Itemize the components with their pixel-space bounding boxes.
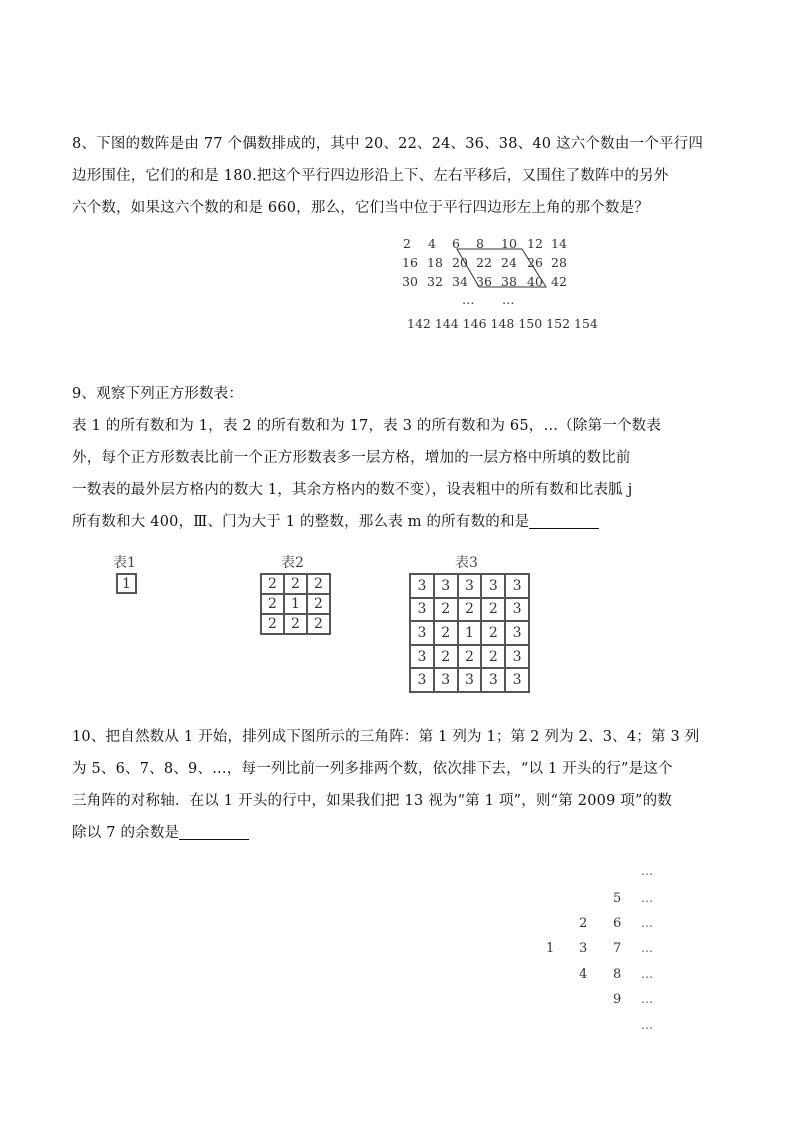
ellipsis-mark: …	[641, 992, 654, 1006]
table-cell: 3	[434, 574, 458, 598]
table-cell: 3	[458, 574, 482, 598]
table-cell: 1	[117, 574, 136, 593]
table-3-caption: 表3	[455, 555, 478, 571]
triangle-array	[540, 862, 665, 1037]
triangle-number: 4	[579, 967, 588, 982]
array-cell: 8	[476, 236, 484, 251]
table-1-caption: 表1	[113, 555, 136, 571]
array-cell: 10	[501, 236, 517, 251]
table-cell: 2	[458, 645, 482, 669]
array-cell: 34	[452, 274, 468, 289]
array-cell: 4	[428, 236, 436, 251]
parallelogram-outline	[400, 234, 590, 334]
table-cell: 2	[481, 645, 505, 669]
ellipsis-mark: …	[641, 967, 654, 981]
question-8-text	[72, 128, 732, 224]
question-10-text	[72, 721, 732, 849]
q10-line-4	[72, 817, 732, 849]
triangle-number: 5	[613, 891, 622, 906]
q8-line-3: 六个数，如果这六个数的和是 660，那么，它们当中位于平行四边形左上角的那个数是？	[72, 200, 649, 216]
triangle-number: 3	[579, 941, 588, 956]
table-cell: 2	[261, 614, 284, 634]
triangle-number: 1	[546, 941, 555, 956]
array-last-row: 142 144 146 148 150 152 154	[407, 316, 598, 331]
array-cell: 18	[427, 255, 443, 270]
q10-line-3: 三角阵的对称轴．在以 1 开头的行中，如果我们把 13 视为“第 1 项”，则“第 2009 项”的数	[72, 793, 673, 809]
ellipsis-mark: …	[641, 916, 654, 930]
table-cell: 3	[505, 598, 529, 622]
array-cell: 36	[476, 274, 492, 289]
table-cell: 2	[481, 598, 505, 622]
array-ellipsis: …	[462, 292, 475, 307]
table-3	[409, 573, 530, 693]
table-cell: 2	[284, 574, 307, 594]
triangle-number: 6	[613, 916, 622, 931]
table-cell: 2	[434, 621, 458, 645]
table-cell: 3	[458, 668, 482, 692]
table-cell: 2	[284, 614, 307, 634]
array-cell: 2	[403, 236, 411, 251]
table-cell: 2	[307, 594, 330, 614]
q10-line-1: 10、把自然数从 1 开始，排列成下图所示的三角阵：第 1 列为 1；第 2 列为 2、3、4；第 3 列	[72, 729, 700, 745]
table-cell: 2	[261, 594, 284, 614]
array-cell: 12	[527, 236, 543, 251]
triangle-number: 8	[613, 967, 622, 982]
array-cell: 14	[551, 236, 567, 251]
answer-blank	[529, 510, 599, 529]
table-cell: 3	[481, 668, 505, 692]
table-cell: 3	[505, 621, 529, 645]
triangle-number: 2	[579, 916, 588, 931]
array-cell: 20	[452, 255, 468, 270]
table-cell: 3	[410, 668, 434, 692]
table-cell: 3	[410, 598, 434, 622]
table-2	[260, 573, 331, 635]
table-2-caption: 表2	[281, 555, 304, 571]
triangle-number: 9	[613, 992, 622, 1007]
even-number-array	[400, 234, 598, 334]
array-cell: 42	[551, 274, 567, 289]
triangle-number: 7	[613, 941, 622, 956]
array-cell: 22	[476, 255, 492, 270]
ellipsis-mark: …	[641, 864, 654, 878]
q10-line-2: 为 5、6、7、8、9、…，每一列比前一列多排两个数，依次排下去，“以 1 开头的行”是这个	[72, 761, 673, 777]
q10-line-4-text: 除以 7 的余数是	[72, 825, 180, 841]
array-ellipsis: …	[502, 292, 515, 307]
q9-line-4: 一数表的最外层方格内的数大 1，其余方格内的数不变），设表粗中的所有数和比表胍 j	[72, 482, 633, 498]
array-cell: 28	[551, 255, 567, 270]
q9-line-5-text: 所有数和大 400，Ⅲ、门为大于 1 的整数，那么表 m 的所有数的和是	[72, 514, 530, 530]
q9-line-5	[72, 506, 732, 538]
q8-line-1: 8、下图的数阵是由 77 个偶数排成的，其中 20、22、24、36、38、40 这六个数由一个平行四	[72, 136, 704, 152]
table-cell: 1	[458, 621, 482, 645]
array-cell: 30	[402, 274, 418, 289]
q9-line-1: 9、观察下列正方形数表：	[72, 386, 244, 402]
ellipsis-mark: …	[641, 891, 654, 905]
table-cell: 2	[458, 598, 482, 622]
table-cell: 2	[434, 598, 458, 622]
table-cell: 1	[284, 594, 307, 614]
table-cell: 3	[505, 645, 529, 669]
array-cell: 16	[402, 255, 418, 270]
ellipsis-mark: …	[641, 1018, 654, 1032]
table-cell: 2	[307, 614, 330, 634]
q9-line-2: 表 1 的所有数和为 1，表 2 的所有数和为 17，表 3 的所有数和为 65，…（除第一个数表	[72, 418, 662, 434]
q8-line-2: 边形围住，它们的和是 180.把这个平行四边形沿上下、左右平移后，又围住了数阵中的另外	[72, 168, 669, 184]
table-cell: 2	[434, 645, 458, 669]
table-cell: 3	[410, 645, 434, 669]
table-cell: 2	[261, 574, 284, 594]
array-cell: 40	[527, 274, 543, 289]
table-cell: 3	[410, 574, 434, 598]
array-cell: 32	[427, 274, 443, 289]
answer-blank	[179, 821, 249, 840]
table-cell: 2	[307, 574, 330, 594]
table-cell: 3	[481, 574, 505, 598]
array-cell: 26	[527, 255, 543, 270]
table-1	[116, 573, 137, 594]
table-cell: 3	[410, 621, 434, 645]
array-cell: 38	[501, 274, 517, 289]
table-cell: 2	[481, 621, 505, 645]
table-cell: 3	[505, 574, 529, 598]
question-9-text	[72, 378, 732, 538]
table-cell: 3	[434, 668, 458, 692]
table-cell: 3	[505, 668, 529, 692]
array-cell: 6	[452, 236, 460, 251]
q9-line-3: 外，每个正方形数表比前一个正方形数表多一层方格，增加的一层方格中所填的数比前	[72, 450, 631, 466]
array-cell: 24	[501, 255, 517, 270]
ellipsis-mark: …	[641, 941, 654, 955]
